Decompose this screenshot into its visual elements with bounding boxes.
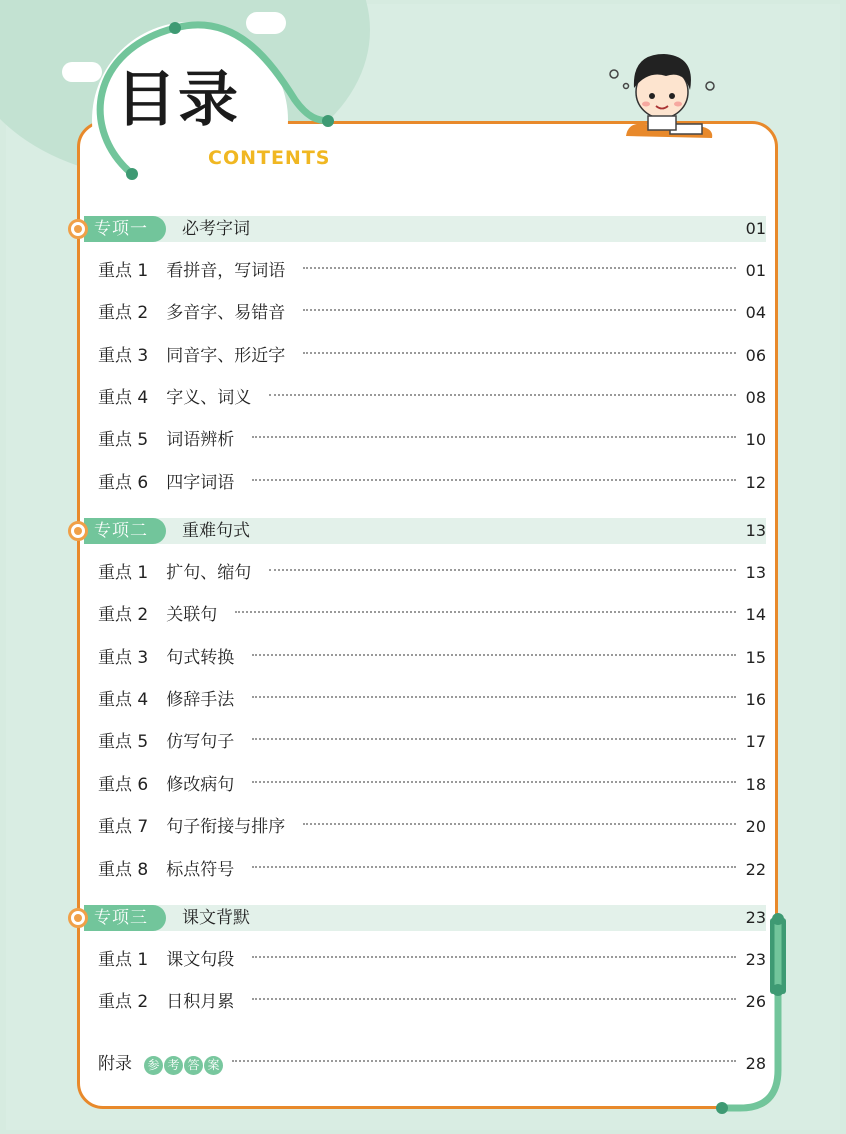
- item-title: 扩句、缩句: [166, 563, 252, 583]
- item-title: 修改病句: [166, 775, 235, 795]
- item-title: 标点符号: [166, 860, 235, 880]
- toc-item[interactable]: [98, 344, 766, 368]
- leader-dots: [232, 1060, 736, 1062]
- item-title: 课文句段: [166, 950, 235, 970]
- toc-item[interactable]: [98, 730, 766, 754]
- item-page: 10: [745, 430, 766, 449]
- item-label: 重点 5: [98, 430, 149, 450]
- leader-dots: [252, 479, 735, 481]
- item-title: 字义、词义: [166, 388, 252, 408]
- item-title: 日积月累: [166, 992, 235, 1012]
- item-title: 同音字、形近字: [166, 346, 286, 366]
- item-label: 重点 5: [98, 732, 149, 752]
- leader-dots: [269, 394, 735, 396]
- item-label: 重点 8: [98, 860, 149, 880]
- section-label: 专项二: [84, 518, 166, 544]
- toc-item[interactable]: [98, 646, 766, 670]
- item-title: 修辞手法: [166, 690, 235, 710]
- badge: 考: [164, 1056, 183, 1075]
- section-title: 课文背默: [182, 908, 250, 928]
- toc-item[interactable]: [98, 815, 766, 839]
- item-page: 17: [745, 732, 766, 751]
- item-label: 重点 6: [98, 775, 149, 795]
- item-page: 06: [745, 346, 766, 365]
- toc-item[interactable]: [98, 948, 766, 972]
- toc-item[interactable]: [98, 259, 766, 283]
- bullet-icon: [68, 908, 88, 928]
- section-label: 专项三: [84, 905, 166, 931]
- toc-item[interactable]: [98, 428, 766, 452]
- item-label: 重点 2: [98, 992, 149, 1012]
- item-page: 01: [745, 261, 766, 280]
- item-title: 关联句: [166, 605, 218, 625]
- toc-item[interactable]: [98, 858, 766, 882]
- section-header[interactable]: [68, 216, 768, 242]
- item-page: 12: [745, 473, 766, 492]
- toc-item[interactable]: [98, 688, 766, 712]
- item-label: 重点 2: [98, 303, 149, 323]
- appendix-badges: [144, 1052, 224, 1076]
- section-page: 01: [745, 219, 766, 238]
- section-title: 重难句式: [182, 521, 250, 541]
- leader-dots: [235, 611, 735, 613]
- item-page: 04: [745, 303, 766, 322]
- page-subtitle: CONTENTS: [208, 147, 331, 169]
- toc-item[interactable]: [98, 471, 766, 495]
- appendix-label: 附录: [98, 1054, 132, 1074]
- item-label: 重点 4: [98, 690, 149, 710]
- boy-mascot-icon: [604, 40, 724, 140]
- item-title: 句子衔接与排序: [166, 817, 286, 837]
- item-page: 08: [745, 388, 766, 407]
- section-label: 专项一: [84, 216, 166, 242]
- item-title: 多音字、易错音: [166, 303, 286, 323]
- appendix-page: 28: [745, 1054, 766, 1073]
- item-page: 23: [745, 950, 766, 969]
- badge: 案: [204, 1056, 223, 1075]
- toc-item[interactable]: [98, 603, 766, 627]
- item-page: 14: [745, 605, 766, 624]
- item-title: 看拼音，写词语: [166, 261, 286, 281]
- item-page: 20: [745, 817, 766, 836]
- toc-item[interactable]: [98, 990, 766, 1014]
- item-page: 13: [745, 563, 766, 582]
- item-page: 18: [745, 775, 766, 794]
- section-title: 必考字词: [182, 219, 250, 239]
- item-label: 重点 7: [98, 817, 149, 837]
- leader-dots: [303, 267, 735, 269]
- leader-dots: [303, 309, 735, 311]
- item-page: 22: [745, 860, 766, 879]
- leader-dots: [252, 998, 735, 1000]
- item-title: 仿写句子: [166, 732, 235, 752]
- item-label: 重点 3: [98, 648, 149, 668]
- item-page: 15: [745, 648, 766, 667]
- leader-dots: [252, 781, 735, 783]
- leader-dots: [252, 436, 735, 438]
- toc-appendix[interactable]: [98, 1052, 766, 1076]
- toc-item[interactable]: [98, 386, 766, 410]
- item-page: 16: [745, 690, 766, 709]
- section-header[interactable]: [68, 518, 768, 544]
- badge: 答: [184, 1056, 203, 1075]
- leader-dots: [269, 569, 735, 571]
- leader-dots: [252, 956, 735, 958]
- item-title: 四字词语: [166, 473, 235, 493]
- item-page: 26: [745, 992, 766, 1011]
- toc-item[interactable]: [98, 773, 766, 797]
- item-label: 重点 4: [98, 388, 149, 408]
- section-page: 23: [745, 908, 766, 927]
- toc-item[interactable]: [98, 301, 766, 325]
- item-title: 词语辨析: [166, 430, 235, 450]
- item-title: 句式转换: [166, 648, 235, 668]
- item-label: 重点 2: [98, 605, 149, 625]
- item-label: 重点 3: [98, 346, 149, 366]
- bullet-icon: [68, 521, 88, 541]
- item-label: 重点 1: [98, 563, 149, 583]
- section-page: 13: [745, 521, 766, 540]
- leader-dots: [303, 352, 735, 354]
- item-label: 重点 1: [98, 950, 149, 970]
- item-label: 重点 6: [98, 473, 149, 493]
- page-title: 目录: [116, 65, 240, 135]
- item-label: 重点 1: [98, 261, 149, 281]
- bullet-icon: [68, 219, 88, 239]
- leader-dots: [252, 654, 735, 656]
- section-header[interactable]: [68, 905, 768, 931]
- leader-dots: [252, 738, 735, 740]
- badge: 参: [144, 1056, 163, 1075]
- toc-item[interactable]: [98, 561, 766, 585]
- leader-dots: [252, 696, 735, 698]
- leader-dots: [303, 823, 735, 825]
- leader-dots: [252, 866, 735, 868]
